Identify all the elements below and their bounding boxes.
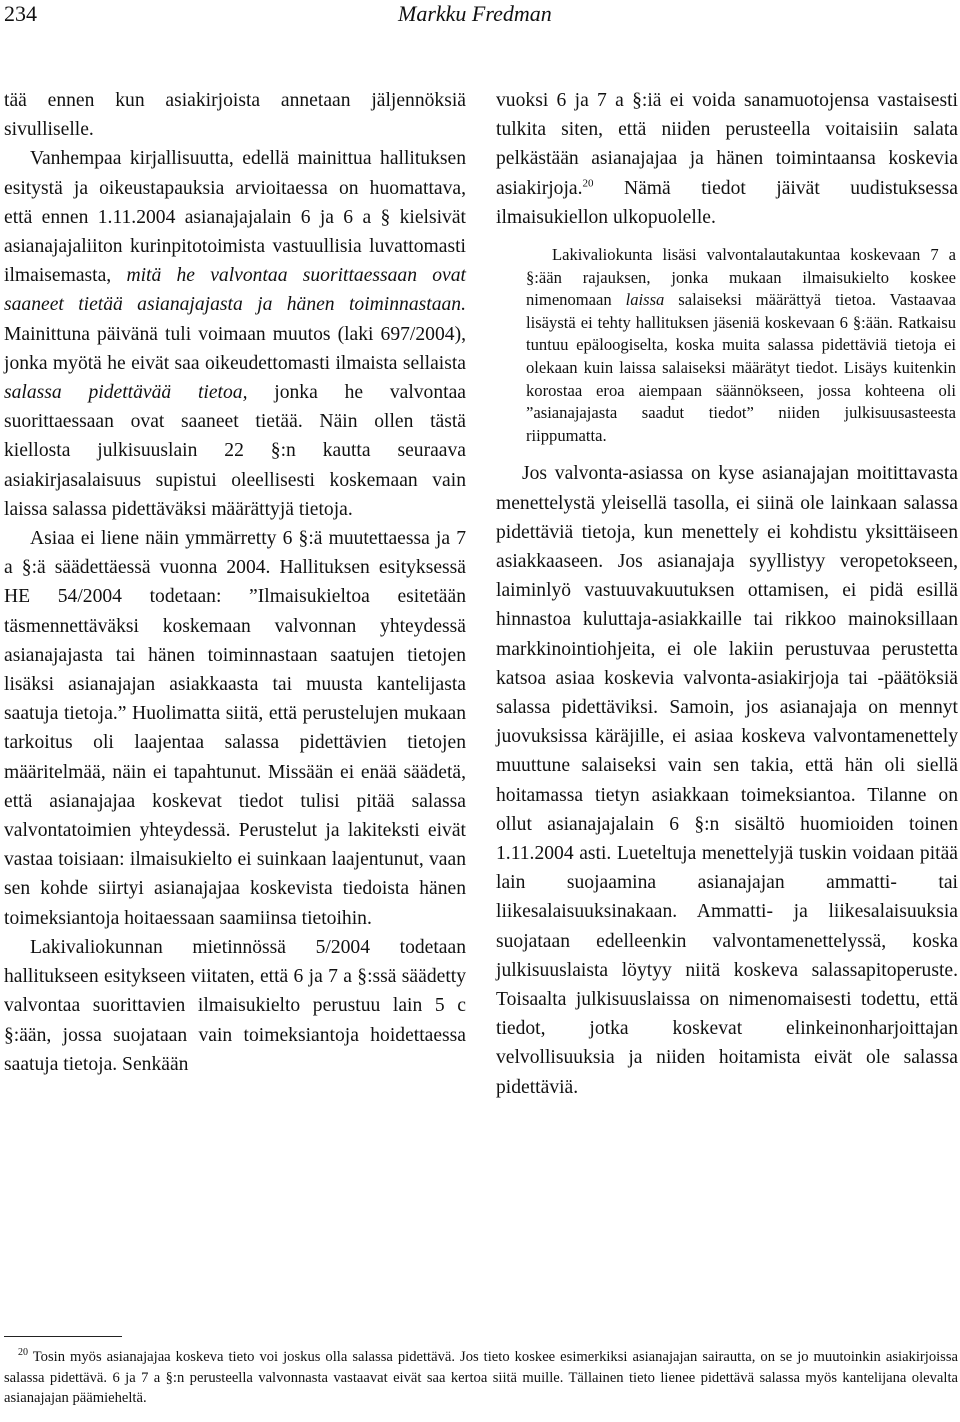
italic-phrase: mitä he valvontaa suorittaessaan ovat saaneet tietää asianajajasta ja hänen toiminnastaan. — [4, 265, 466, 316]
paragraph — [496, 86, 958, 232]
paragraph-text: Nämä tiedot jäivät uudistuksessa ilmaisukiellon ulkopuolelle. — [496, 177, 958, 228]
footnote-number: 20 — [18, 1347, 28, 1359]
paragraph-text: Mainittuna päivänä tuli voimaan muutos (laki 697/2004), jonka myötä he eivät saa oikeudettomasti ilmaista sellaista — [4, 323, 466, 374]
footnote — [4, 1347, 958, 1409]
footnote-text: Tosin myös asianajajaa koskeva tieto voi joskus olla salassa pidettävä. Jos tieto koskee esimerkiksi asianajajan sairautta, on se jo muutoinkin asiakirjoissa salassa pidettävä. 6 ja 7 a §:n perusteella valvonnasta vastaavat eivät saa kertoa siitä muille. Tällainen tieto lienee pidettävä salassa myös kantelijana olevalta asianajajan päämieheltä. — [4, 1349, 959, 1407]
paragraph — [4, 144, 466, 524]
italic-phrase: salassa pidettävää tietoa, — [4, 382, 248, 404]
italic-phrase: laissa — [625, 290, 665, 310]
note-text: Lakivaliokunta lisäsi valvontalautakuntaa koskevaan 7 a §:ään rajauksen, jonka mukaan ilmaisukielto koskee nimenomaan — [526, 245, 956, 310]
page-number: 234 — [4, 1, 37, 26]
paragraph: tää ennen kun asiakirjoista annetaan jäljennöksiä sivulliselle. — [4, 90, 466, 141]
paragraph: Jos valvonta-asiassa on kyse asianajajan moitittavasta menettelystä yleisellä tasolla, ei siinä ole lainkaan salassa pidettäviä tietoja, kun menettely ei kohdistu yksittäiseen asiakkaaseen. Jos asianajaja syyllistyy veropetokseen, laiminlyö vastuuvakuutuksen ottamisen, ei pidä esillä hinnastoa kuluttaja-asiakkaille tai rikkoo mainoksillaan markkinointiohjeita, ei ole lakiin perustuvaa perustetta katsoa asiaa koskevia valvonta-asiakirjoja tai -päätöksiä salassa pidettäviksi. Samoin, jos asianajaja on mennyt juovuksissa käräjille, ei asiaa koskeva valvontamenettely muuttune salaiseksi vain sen takia, että hän oli siellä hoitamassa tietyn asiakkaan toimeksiantoa. Tilanne on ollut asianajajalain 6 §:n sisältö huomioiden toinen 1.11.2004 asti. Lueteltuja menettelyjä tuskin voidaan pitää lain suojaamina asianajajan ammatti- tai liikesalaisuuksinakaan. Ammatti- ja liikesalaisuuksia suojataan edelleenkin valvontamenettelyssä, koska julkisuuslaista löytyy niitä koskeva salassapitoperuste. Toisaalta julkisuuslaissa on nimenomaisesti todettu, että tiedot, jotka koskevat elinkeinonharjoittajan velvollisuuksia ja niiden hoitamista eivät ole salassa pidettäviä. — [496, 463, 958, 1098]
left-column — [4, 86, 466, 1079]
running-head-author: Markku Fredman — [398, 1, 552, 26]
paragraph-text: vuoksi 6 ja 7 a §:iä ei voida sanamuotojensa vastaisesti tulkita siten, että niiden perusteella voitaisiin salata pelkästään asianajajaa ja hänen toimintaansa koskevia asiakirjoja. — [496, 90, 958, 199]
paragraph-text: Vanhempaa kirjallisuutta, edellä mainittua hallituksen esitystä ja oikeustapauksia arvioitaessa on huomattava, että ennen 1.11.2004 asianajajalain 6 ja 6 a § kielsivät asianajajaliiton kurinpitotoimista vastuullisia luvattomasti ilmaisemasta, — [4, 148, 466, 287]
paragraph: Lakivaliokunnan mietinnössä 5/2004 todetaan hallitukseen esitykseen viitaten, että 6 ja 7 a §:ssä säädetty valvontaa suorittavien ilmaisukielto perustuu lain 5 c §:ään, jossa suojataan vain toimeksiantoja hoidettaessa saatuja tietoja. Senkään — [4, 936, 466, 1075]
page-header — [0, 0, 960, 40]
paragraph-text: jonka he valvontaa suorittaessaan ovat saaneet tietää. Näin ollen tästä kiellosta julkisuuslain 22 §:n kautta seuraava asiakirjasalaisuus supistui oleellisesti koskemaan vain laissa salassa pidettäväksi määrättyjä tietoja. — [4, 382, 466, 520]
paragraph: Asiaa ei liene näin ymmärretty 6 §:ä muutettaessa ja 7 a §:ä säädettäessä vuonna 2004. Hallituksen esityksessä HE 54/2004 todetaan: ”Ilmaisukieltoa esitetään täsmennettäväksi koskemaan valvonnan yhteydessä asianajajasta tai hänen toiminnastaan saatujen tietojen lisäksi asianajajan asiakkaasta tai muusta kantelijasta saatuja tietoja.” Huolimatta siitä, että perustelujen mukaan tarkoitus oli laajentaa salassa pidettävien tietojen määritelmää, näin ei tapahtunut. Missään ei enää säädetä, että asianajajaa koskevat tiedot tulisi pitää salassa valvontatoimien yhteydessä. Perustelut ja lakiteksti eivät vastaa toisiaan: ilmaisukielto ei suinkaan laajentunut, vaan sen kohde siirtyi asianajajaa koskevista tiedoista hänen toimeksiantoja hoitaessaan saamiinsa tietoihin. — [4, 528, 466, 929]
footnote-reference[interactable]: 20 — [582, 177, 594, 190]
note-text: salaiseksi määrättyä tietoa. Vastaavaa lisäystä ei tehty hallituksen jäseniä koskevaan 6 §:ään. Ratkaisu tuntuu epäloogiselta, koska muita salassa pidettäviä tietoja ei olekaan kuin laissa salaiseksi määrätyt tiedot. Lisäys kuitenkin korostaa eroa aiempaan säännökseen, jossa kohteena oli ”asianajajasta saadut tiedot” niiden julkisuusasteesta riippumatta. — [526, 290, 956, 445]
block-note — [526, 244, 956, 447]
footnote-divider — [4, 1336, 122, 1337]
right-column — [496, 86, 958, 1102]
